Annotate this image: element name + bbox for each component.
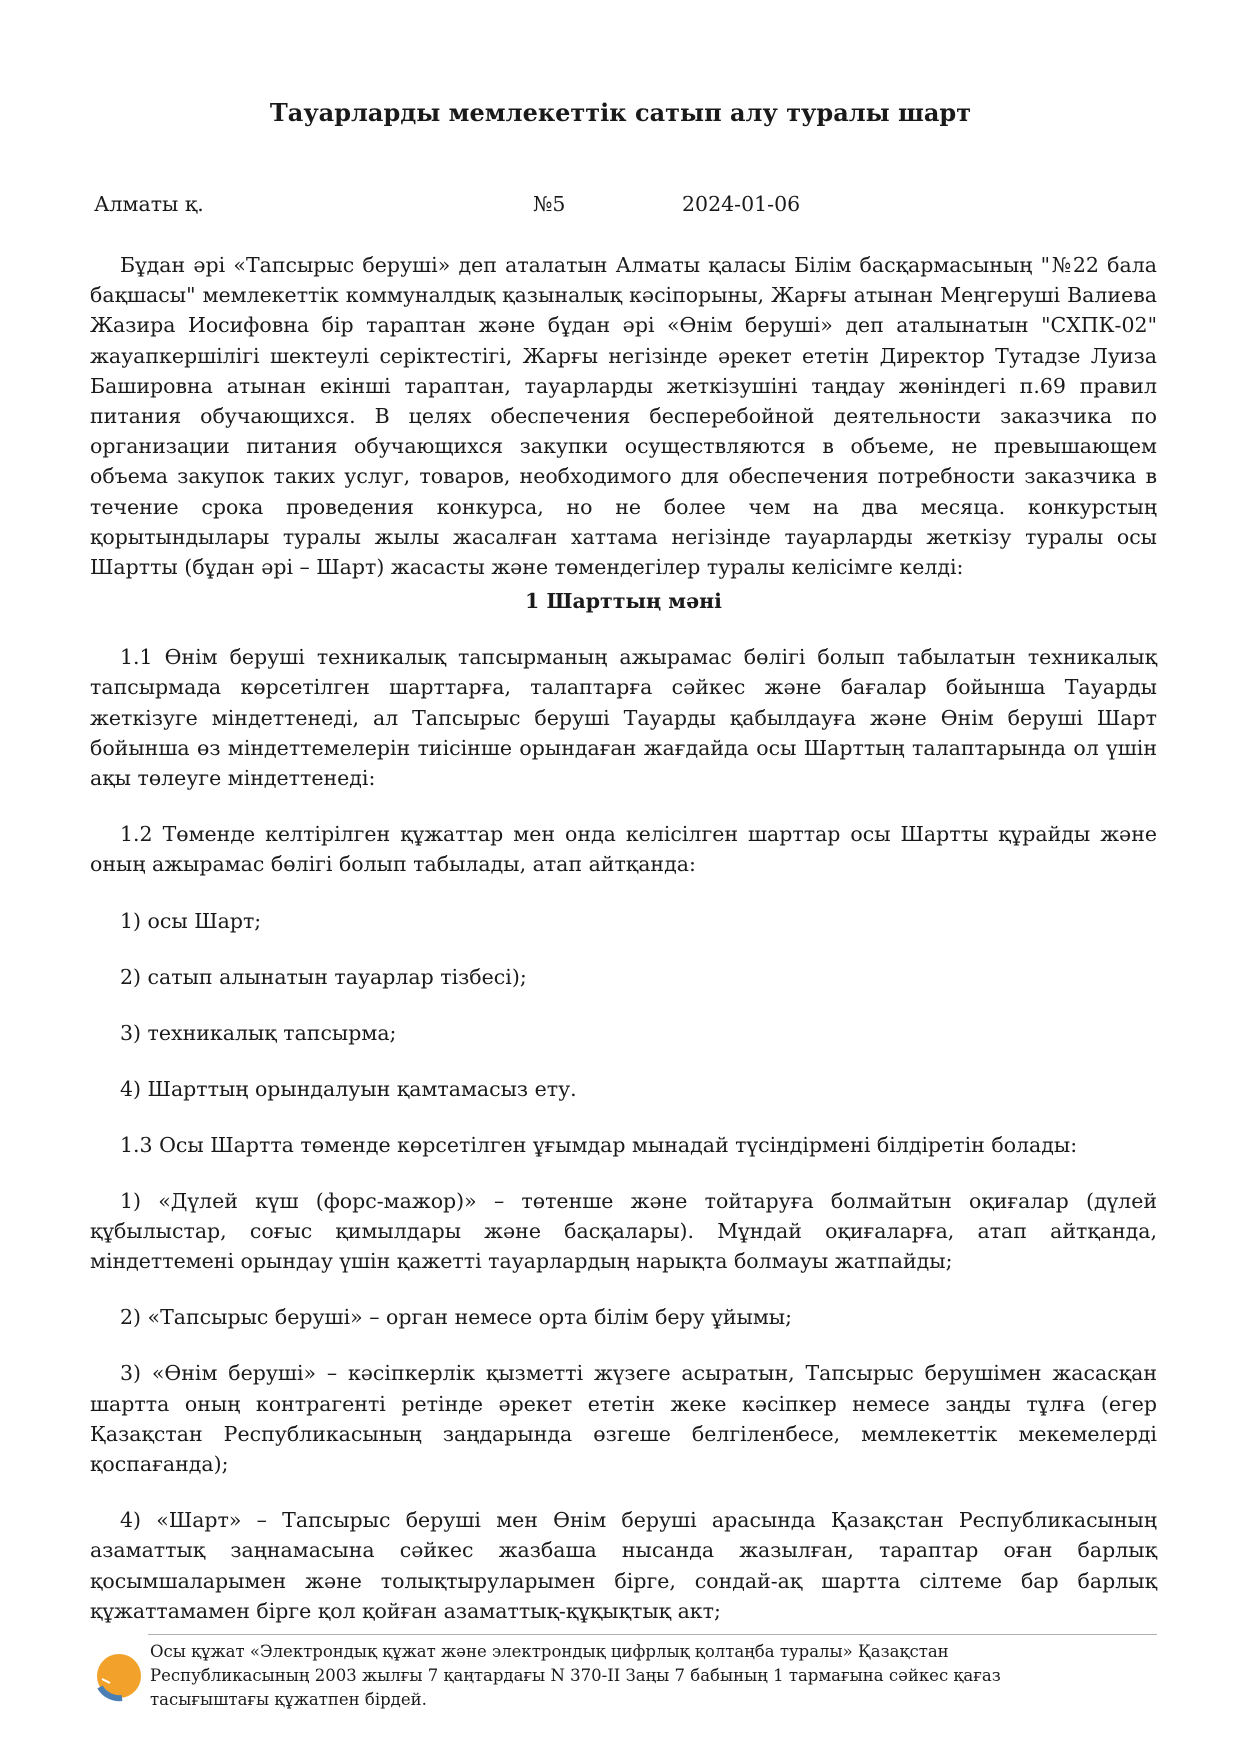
document-title: Тауарларды мемлекеттік сатып алу туралы шарт [269,98,972,127]
e-gov-seal-icon [92,1649,146,1703]
term-item: 1) «Дүлей күш (форс-мажор)» – төтенше және тойтаруға болмайтын оқиғалар (дүлей құбылыстар, соғыс қимылдары және басқалары). Мұндай оқиғаларға, атап айтқанда, міндеттемені орындау үшін қажетті тауарлардың нарықта болмауы жатпайды; [90,1188,1157,1274]
intro-paragraph: Бұдан әрі «Тапсырыс беруші» деп аталатын Алматы қаласы Білім басқармасының "№22 бала бақшасы" мемлекеттік коммуналдық қазыналық кәсіпорыны, Жарғы атынан Меңгеруші Валиева Жазира Иосифовна бір тараптан және бұдан әрі «Өнім беруші» деп аталынатын "СХПК-02" жауапкершілігі шектеулі серіктестігі, Жарғы негізінде әрекет ететін Директор Тутадзе Луиза Башировна атынан екінші тараптан, тауарларды жеткізушіні таңдау жөніндегі п.69 правил питания обучающихся. В целях обеспечения бесперебойной деятельности заказчика по организации питания обучающихся закупки осуществляются в объеме, не превышающем объема закупок таких услуг, товаров, необходимого для обеспечения потребности заказчика в течение срока проведения конкурса, но не более чем на два месяца. конкурстың қорытындылары туралы жылы жасалған хаттама негізінде тауарларды жеткізу туралы осы Шартты (бұдан әрі – Шарт) жасасты және төмендегілер туралы келісімге келді: [90,253,1157,580]
term-item: 2) «Тапсырыс беруші» – орган немесе орта білім беру ұйымы; [120,1305,792,1330]
footer-line: Республикасының 2003 жылғы 7 қаңтардағы N 370-II Заңы 7 бабының 1 тармағына сәйкес қағаз [150,1666,1001,1685]
term-item: 3) «Өнім беруші» – кәсіпкерлік қызметті жүзеге асыратын, Тапсырыс берушімен жасасқан шартта оның контрагенті ретінде әрекет ететін жеке кәсіпкер немесе заңды тұлға (егер Қазақстан Республикасының заңдарында өзгеше белгіленбесе, мемлекеттік мекемелерді қоспағанда); [90,1361,1157,1477]
footer-notice [150,1640,1080,1712]
contract-number: №5 [533,192,566,216]
contract-date: 2024-01-06 [682,192,801,216]
clause-1-1: 1.1 Өнім беруші техникалық тапсырманың ажырамас бөлігі болып табылатын техникалық тапсырмада көрсетілген шарттарға, талаптарға сәйкес және бағалар бойынша Тауарды жеткізуге міндеттенеді, ал Тапсырыс беруші Тауарды қабылдауға және Өнім беруші Шарт бойынша өз міндеттемелерін тиісінше орындаған жағдайда осы Шарттың талаптарында ол үшін ақы төлеуге міндеттенеді: [90,645,1157,791]
footer-line: Осы құжат «Электрондық құжат және электрондық цифрлық қолтаңба туралы» Қазақстан [150,1642,949,1661]
section-1-heading: 1 Шарттың мәні [525,589,722,614]
doc-item: 2) сатып алынатын тауарлар тізбесі); [120,964,527,989]
clause-1-2: 1.2 Төменде келтірілген құжаттар мен онда келісілген шарттар осы Шартты құрайды және оның ажырамас бөлігі болып табылады, атап айтқанда: [90,822,1157,877]
footer-divider [148,1634,1157,1635]
term-item: 4) «Шарт» – Тапсырыс беруші мен Өнім беруші арасында Қазақстан Республикасының азаматтық заңнамасына сәйкес жазбаша нысанда жазылған, тараптар оған барлық қосымшаларымен және толықтыруларымен бірге, сондай-ақ шартта сілтеме бар барлық құжаттамамен бірге қол қойған азаматтық-құқықтық акт; [90,1508,1157,1623]
footer-line: тасығыштағы құжатпен бірдей. [150,1690,427,1709]
doc-item: 4) Шарттың орындалуын қамтамасыз ету. [120,1076,577,1101]
clause-1-3: 1.3 Осы Шартта төменде көрсетілген ұғымдар мынадай түсіндірмені білдіретін болады: [120,1132,1078,1157]
doc-item: 3) техникалық тапсырма; [120,1020,397,1045]
doc-item: 1) осы Шарт; [120,908,262,933]
document-body [90,250,1157,1626]
city: Алматы қ. [94,192,204,216]
